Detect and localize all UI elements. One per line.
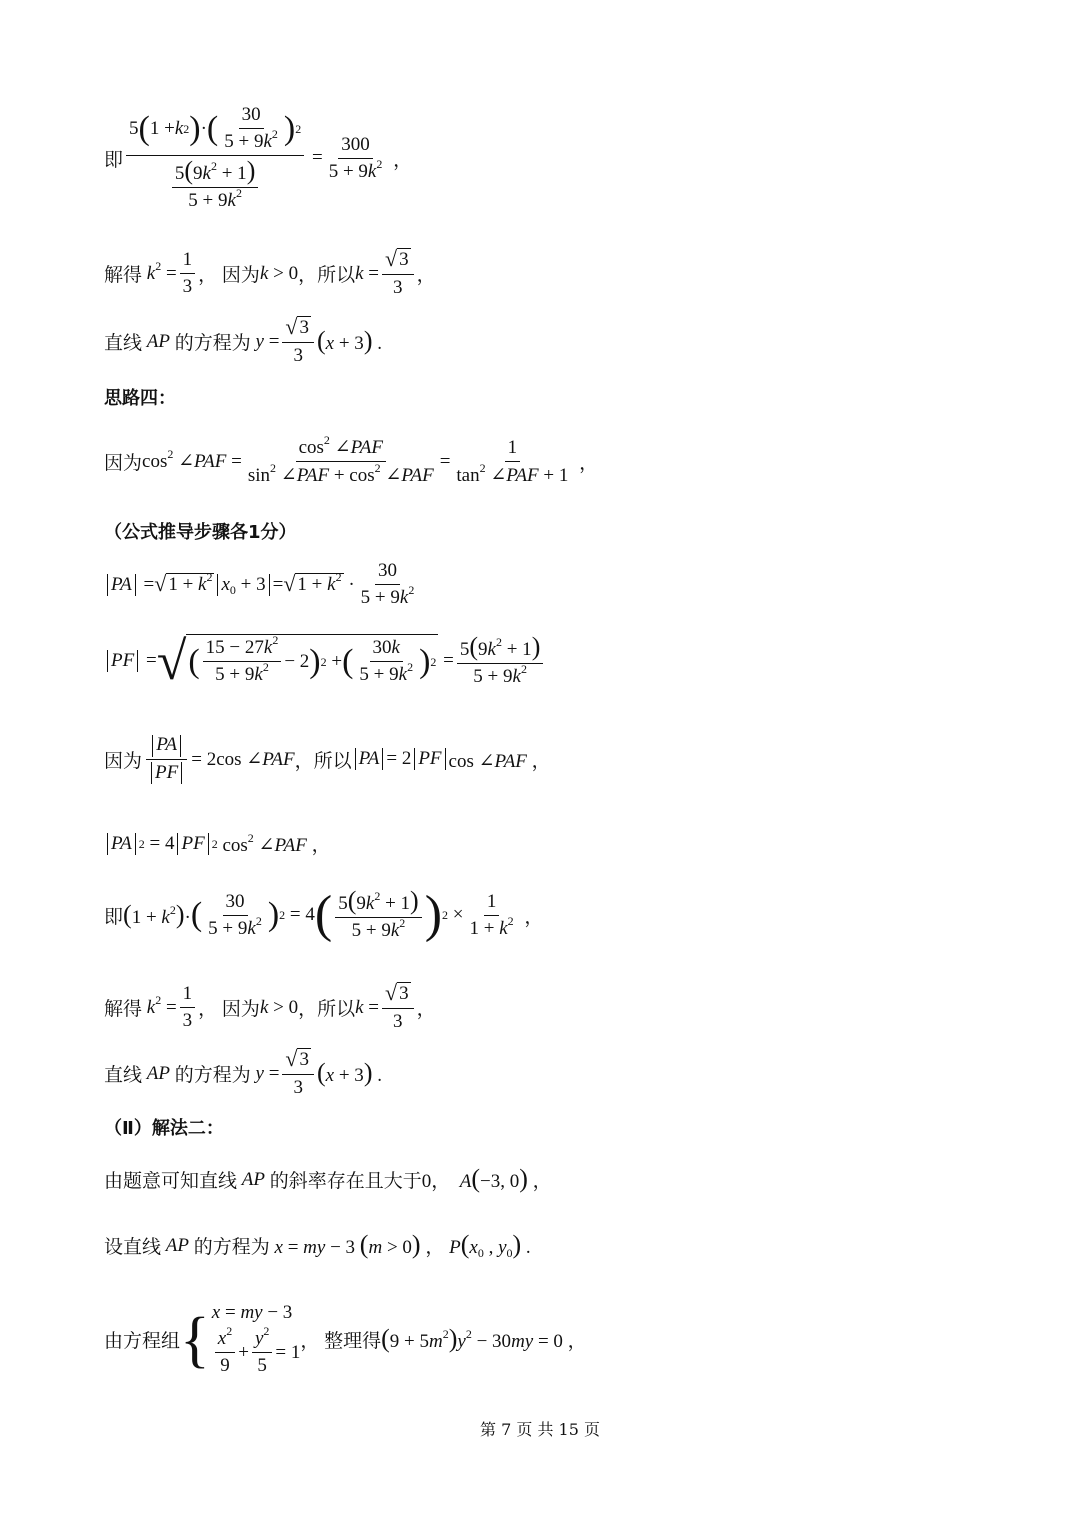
text-yinwei-10: ， 因为 — [198, 999, 260, 1020]
equation-line-14: 由方程组 { x = my − 3 $\frac{x^2}{9}$ + $\frac{y^2}{5}$ = 1 ， 整理得 $(9 + 5m^2)y^2 - 30my = 0$ ， — [104, 1302, 587, 1376]
text-jiede: 解得 — [104, 265, 143, 286]
score-note: （公式推导步骤各1分） — [104, 522, 297, 543]
text-fangchengwei-11: 的方程为 — [174, 1065, 251, 1086]
equation-line-8: PA 2 = 4 PF 2 $\cos^2$ ∠PAF ， — [104, 830, 331, 857]
text-zhixian-11: 直线 — [104, 1065, 143, 1086]
heading-method-2: （Ⅱ）解法二： — [104, 1118, 224, 1139]
equation-line-6: PF = √ ( $\frac{15 - 27k^2}{5 + 9k^2}$ − 2 ) 2 + ( $\frac{30k}{5 + 9k^2}$ ) 2 = $\frac{5(9k^2 + 1)}{5 + 9k^2}$ — [104, 634, 546, 688]
equation-line-2: 解得 $k^2$ = $\frac{1}{3}$ ， 因为 k > 0 ，所以 k = √ 3 3 ， — [104, 246, 436, 298]
text-ji-9: 即 — [104, 906, 124, 928]
equation-line-1: 即 5 ( 1 + k 2 ) · ( $\frac{30}{5 + 9k^2}$ ) 2 $\frac{5(9k^2 + 1)}{5 + 9k^2}$ = $\frac{300}{5 + 9k^2}$ ， — [104, 104, 413, 211]
equation-line-5: PA = √ $1 + k^2$ $x_0 + 3$ = √ $1 + k^2$ · $\frac{30}{5 + 9k^2}$ — [104, 560, 420, 609]
text-fangchengwei-13: 的方程为 — [193, 1237, 270, 1258]
text-zhengli: ， 整理得 — [300, 1331, 382, 1352]
text-youtiyi: 由题意可知直线 — [104, 1171, 238, 1192]
text-suoyi-10: ，所以 — [298, 999, 356, 1020]
text-suoyi: ，所以 — [298, 265, 356, 286]
prefix-ji: 即 — [104, 149, 124, 171]
main-fraction: 5 ( 1 + k 2 ) · ( $\frac{30}{5 + 9k^2}$ ) 2 $\frac{5(9k^2 + 1)}{5 + 9k^2}$ — [126, 104, 304, 212]
text-suoyi-7: ，所以 — [294, 750, 352, 772]
text-fangchengzu: 由方程组 — [104, 1331, 181, 1352]
equation-line-12: 由题意可知直线 AP 的斜率存在且大于0， A(−3, 0) ， — [104, 1164, 552, 1193]
text-yinwei: ， 因为 — [198, 265, 260, 286]
equation-line-13: 设直线 AP 的方程为 x = my − 3 (m > 0) ， $P(x_0$ , $y_0$) . — [104, 1230, 531, 1260]
equation-line-7: 因为 $\frac{PA}{PF}$ = 2cos ∠PAF ，所以 PA = 2 PF cos ∠PAF ， — [104, 734, 551, 783]
text-xielv: 的斜率存在且大于0， — [269, 1171, 451, 1192]
text-shezhixian: 设直线 — [104, 1237, 162, 1258]
page-footer: 第 7 页 共 15 页 — [480, 1420, 600, 1439]
equation-system: { x = my − 3 $\frac{x^2}{9}$ + $\frac{y^2}{5}$ = 1 — [180, 1302, 301, 1376]
equation-line-10: 解得 $k^2$ = $\frac{1}{3}$ ， 因为 k > 0 ，所以 k = √ 3 3 ， — [104, 980, 436, 1032]
equation-line-11: 直线 AP 的方程为 y = √ 3 3 (x + 3) . — [104, 1046, 382, 1098]
text-fangchengwei: 的方程为 — [174, 333, 251, 354]
heading-approach-4: 思路四： — [104, 388, 176, 409]
equation-line-4: 因为 $\cos^2$ ∠PAF = $\frac{\cos^2 \angle PAF}{\sin^2 \angle PAF + \cos^2 \angle PAF}$ = $\frac{1}{\tan^2 \angle PAF + 1}$ ， — [104, 433, 599, 486]
text-yinwei-4: 因为 — [104, 453, 143, 474]
equation-line-3: 直线 AP 的方程为 y = √ 3 3 (x + 3) . — [104, 314, 382, 366]
equation-line-9: 即 $(1 + k^2)\cdot$ ( $\frac{30}{5 + 9k^2}$ ) 2 = 4 ( $\frac{5(9k^2 + 1)}{5 + 9k^2}$ ) 2 × $\frac{1}{1 + k^2}$ ， — [104, 886, 544, 943]
text-zhixian: 直线 — [104, 333, 143, 354]
text-jiede-10: 解得 — [104, 999, 143, 1020]
text-yinwei-7: 因为 — [104, 750, 143, 772]
